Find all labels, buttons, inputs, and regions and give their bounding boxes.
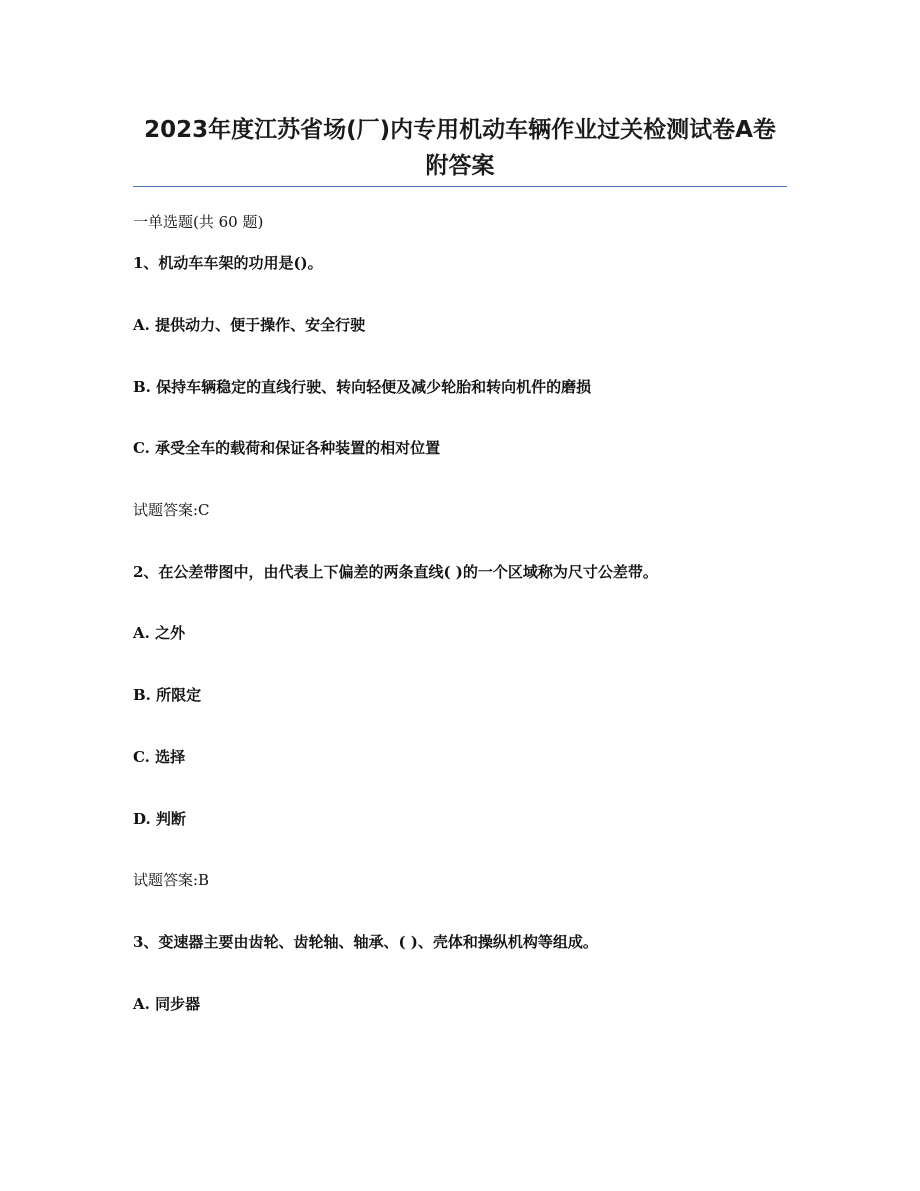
question-1-option-c: C. 承受全车的载荷和保证各种装置的相对位置 xyxy=(133,439,441,457)
question-2-answer: 试题答案:B xyxy=(133,871,210,889)
question-1-option-a: A. 提供动力、便于操作、安全行驶 xyxy=(133,316,366,334)
document-title: 2023年度江苏省场(厂)内专用机动车辆作业过关检测试卷A卷附答案 xyxy=(144,117,776,179)
section-heading: 一单选题(共 60 题) xyxy=(133,213,264,231)
question-1-answer: 试题答案:C xyxy=(133,501,210,519)
question-3-option-a: A. 同步器 xyxy=(133,995,201,1013)
question-2-option-a: A. 之外 xyxy=(133,624,186,642)
question-2-option-c: C. 选择 xyxy=(133,748,186,766)
question-2-option-d: D. 判断 xyxy=(133,810,186,828)
question-1-stem: 1、机动车车架的功用是()。 xyxy=(133,254,323,272)
question-1-option-b: B. 保持车辆稳定的直线行驶、转向轻便及减少轮胎和转向机件的磨损 xyxy=(133,378,592,396)
question-2-option-b: B. 所限定 xyxy=(133,686,202,704)
title-divider xyxy=(133,186,787,187)
question-2-stem: 2、在公差带图中，由代表上下偏差的两条直线( )的一个区域称为尺寸公差带。 xyxy=(133,563,658,581)
question-3-stem: 3、变速器主要由齿轮、齿轮轴、轴承、( )、壳体和操纵机构等组成。 xyxy=(133,933,598,951)
